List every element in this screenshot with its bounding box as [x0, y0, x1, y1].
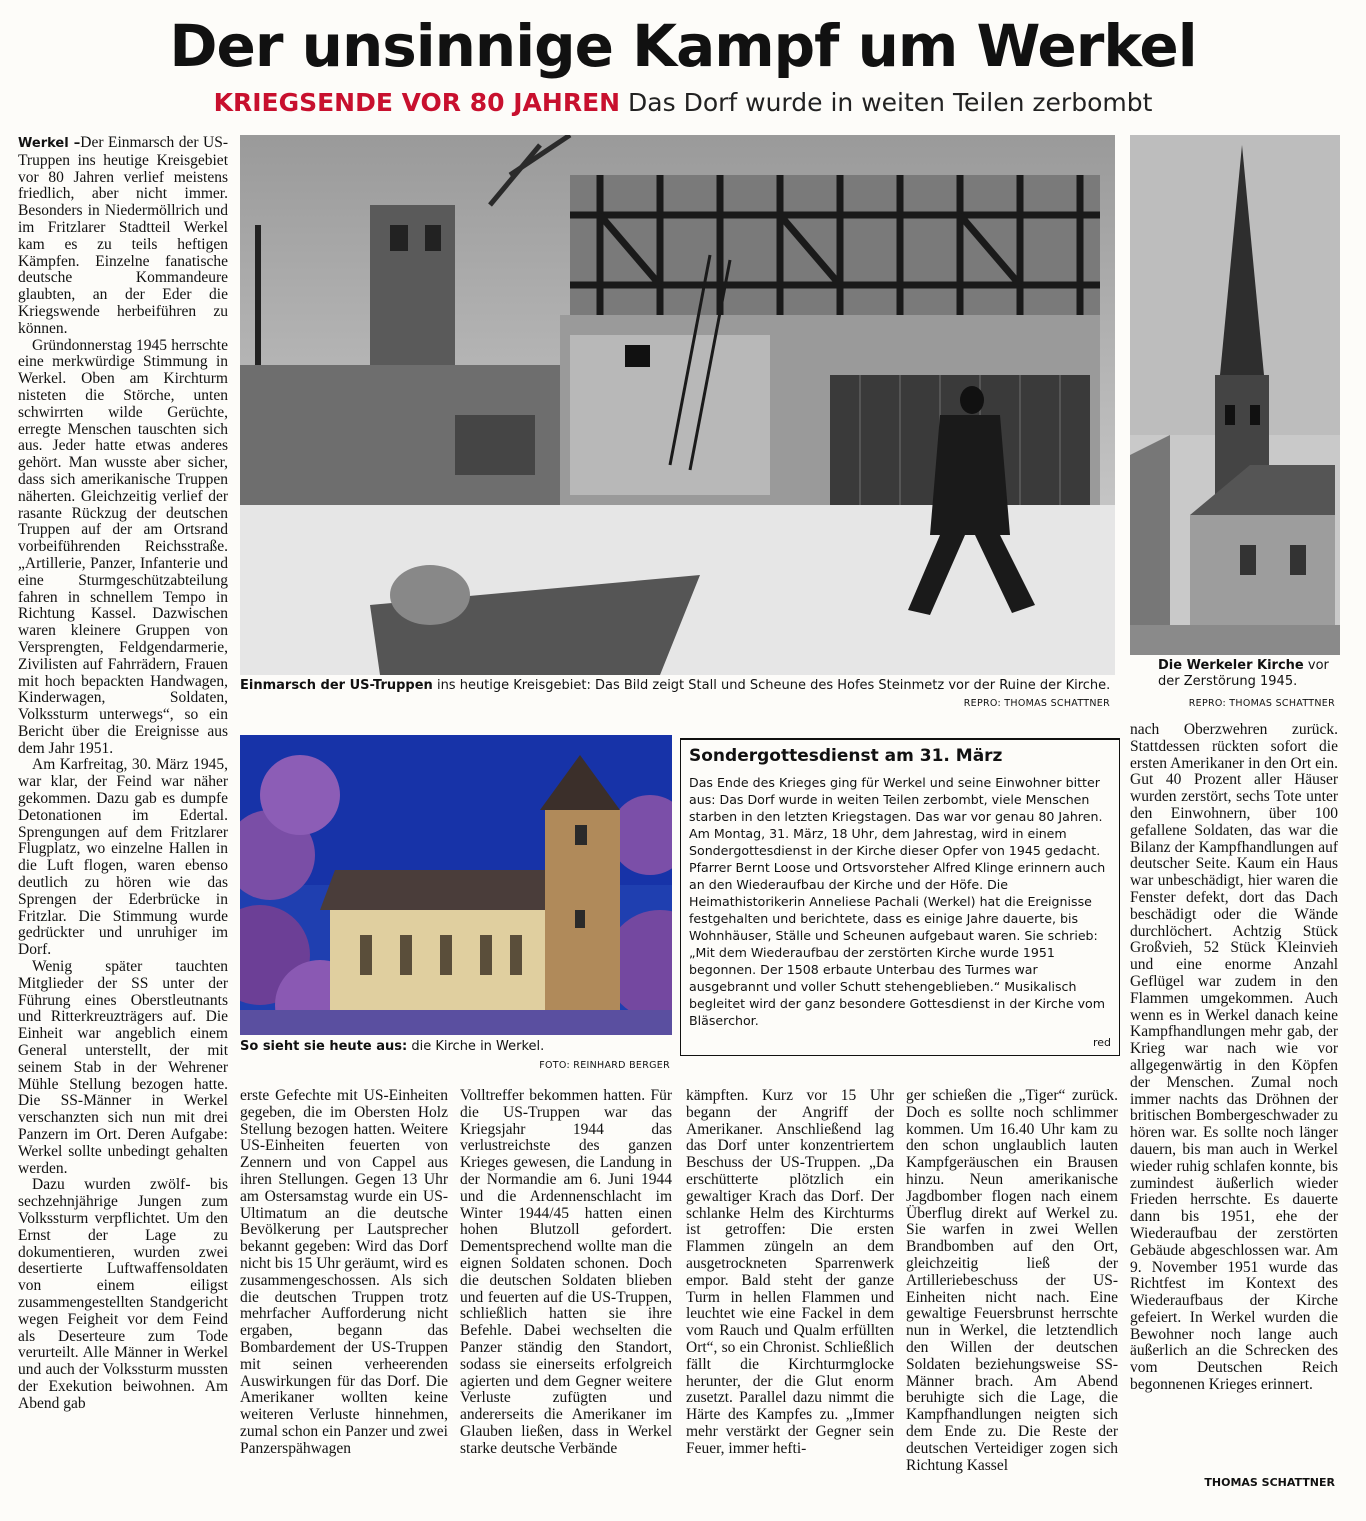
dateline: Werkel – [18, 136, 81, 151]
paragraph: Wenig später tauchten Mitglieder der SS unter der Führung eines Oberstleutnants und Ritterkreuzträgers auf. Die Einheit war angeblich einem General unterstellt, der mit seinem Stab in der Wehrener Mühle Stellung bezogen hatte. Die SS-Männer in Werkel verschanzten sich nun mit drei Panzern im Ort. Deren Aufgabe: Werkel sollte unbedingt gehalten werden. [18, 958, 228, 1177]
article-column-1 [18, 135, 228, 1505]
photo-church-new [240, 735, 672, 1035]
author-signature: THOMAS SCHATTNER [1204, 1476, 1335, 1489]
caption-text: vor der Zerstörung 1945. [1158, 658, 1329, 689]
paragraph: ger schießen die „Tiger“ zurück. Doch es sollte noch schlimmer kommen. Um 16.40 Uhr kam zu den schon unglaublich lauten Kampfgeräuschen ein Brausen hinzu. Neun amerikanische Jagdbomber flogen nach einem Überflug direkt auf Werkel zu. Sie warfen in zwei Wellen Brandbomben auf den Ort, gleichzeitig ließ der Artilleriebeschuss der US-Einheiten nicht nach. Eine gewaltige Feuersbrunst herrschte nun in Werkel, die letztendlich den Willen der deutschen Soldaten beziehungsweise SS-Männer brach. Am Abend beruhigte sich die Lage, die Kampfhandlungen neigten sich dem Ende zu. Die Reste der deutschen Verteidiger zogen sich Richtung Kassel [906, 1088, 1118, 1474]
caption-bold: Die Werkeler Kirche [1158, 658, 1304, 673]
paragraph: Dazu wurden zwölf- bis sechzehnjährige Jungen zum Volkssturm verpflichtet. Um den Ernst der Lage zu dokumentieren, wurden zwei desertierte Luftwaffensoldaten von einem eiligst zusammengestellten Standgericht wegen Feigheit vor dem Feind als Deserteure zum Tode verurteilt. Alle Männer in Werkel und auch der Volkssturm mussten der Exekution beiwohnen. Am Abend gab [18, 1176, 228, 1412]
photo-church-old-credit: REPRO: THOMAS SCHATTNER [1188, 698, 1335, 709]
photo-church-old-caption [1158, 658, 1343, 690]
caption-bold: Einmarsch der US-Truppen [240, 678, 433, 693]
article-column-4 [686, 1088, 894, 1508]
article-column-3 [460, 1088, 672, 1508]
info-box-title: Sondergottesdienst am 31. März [689, 746, 1003, 766]
info-box [680, 738, 1120, 1056]
photo-church-old [1130, 135, 1340, 655]
photo-church-new-credit: FOTO: REINHARD BERGER [539, 1060, 670, 1071]
article-column-5 [906, 1088, 1118, 1508]
paragraph: erste Gefechte mit US-Einheiten gegeben, die im Obersten Holz Stellung bezogen hatten. Weitere US-Einheiten feuerten von Zennern und von Cappel aus ihren Stellungen. Gegen 13 Uhr am Ostersamstag wurde ein US-Ultimatum an die deutsche Bevölkerung per Lautsprecher bekannt gegeben: Wird das Dorf nicht bis 15 Uhr geräumt, wird es zusammengeschossen. Als sich die deutschen Truppen trotz mehrfacher Aufforderung nicht ergaben, begann das Bombardement der US-Truppen mit seinen verheerenden Auswirkungen für das Dorf. Die Amerikaner wollten keine weiteren Verluste hinnehmen, zumal schon ein Panzer und zwei Panzerspähwagen [240, 1088, 448, 1457]
article-column-2 [240, 1088, 448, 1508]
subheadline [0, 88, 1366, 117]
subheadline-text: Das Dorf wurde in weiten Teilen zerbombt [628, 88, 1153, 117]
headline: Der unsinnige Kampf um Werkel [169, 12, 1197, 80]
photo-main [240, 135, 1115, 675]
info-box-sign: red [1092, 1036, 1111, 1049]
paragraph: nach Oberzwehren zurück. Stattdessen rückten sofort die ersten Amerikaner in den Ort ein. Gut 40 Prozent aller Häuser wurden zerstört, sechs Tote unter den Einwohnern, über 100 gefallene Soldaten, das war die Bilanz der Kampfhandlungen auf deutscher Seite. Kaum ein Haus war unbeschädigt, hier waren die Fenster defekt, dort das Dach beschädigt oder die Wände durchlöchert. Achtzig Stück Großvieh, 52 Stück Kleinvieh und eine enorme Anzahl Geflügel war zudem in den Flammen umgekommen. Auch wenn es in Werkel danach keine Kampfhandlungen mehr gab, der Krieg war nach wie vor allgegenwärtig in den Köpfen der Menschen. Zumal noch immer nachts das Dröhnen der britischen Bombergeschwader zu hören war. Es sollte noch länger dauern, bis man auch in Werkel wieder ruhig schlafen konnte, bis zumindest äußerlich wieder Frieden herrschte. Es dauerte dann bis 1951, ehe der Wiederaufbau der zerstörten Gebäude abgeschlossen war. Am 9. November 1951 wurde das Richtfest im Kontext des Wiederaufbaus der Kirche gefeiert. In Werkel wurden die Bewohner noch lange auch äußerlich an die Schrecken des vom Deutschen Reich begonnenen Krieges erinnert. [1130, 722, 1338, 1394]
caption-bold: So sieht sie heute aus: [240, 1039, 408, 1054]
info-box-text: Das Ende des Krieges ging für Werkel und seine Einwohner bitter aus: Das Dorf wurde in weiten Teilen zerbombt, viele Menschen starben in den letzten Kriegstagen. Das war vor genau 80 Jahren. Am Montag, 31. März, 18 Uhr, dem Jahrestag, wird in einem Sondergottesdienst in der Kirche dieser Opfer von 1945 gedacht. Pfarrer Bernt Loose und Ortsvorsteher Alfred Klinge erinnern auch an den Wiederaufbau der Kirche und der Höfe. Die Heimathistorikerin Anneliese Pachali (Werkel) hat die Ereignisse festgehalten und berichtete, dass es einige Jahre dauerte, bis Wohnhäuser, Ställe und Scheunen aufgebaut waren. Sie schrieb: „Mit dem Wiederaufbau der zerstörten Kirche wurde 1951 begonnen. Der 1508 erbaute Unterbau des Turmes war ausgebrannt und voller Schutt stehengeblieben.“ Musikalisch begleitet wird der ganz besondere Gottesdienst in der Kirche vom Bläserchor. [689, 775, 1106, 1028]
paragraph: Volltreffer bekommen hatten. Für die US-Truppen war das Kriegsjahr 1944 das verlustreichste des ganzen Krieges gewesen, die Landung in der Normandie am 6. Juni 1944 und die Ardennenschlacht im Winter 1944/45 hatten einen hohen Blutzoll gefordert. Dementsprechend wollte man die eignen Soldaten schonen. Doch die deutschen Soldaten blieben und feuerten auf die US-Truppen, schließlich hatten sie ihre Befehle. Dabei wechselten die Panzer ständig den Standort, sodass sie einerseits erfolgreich agierten und dem Gegner weitere Verluste zufügten und andererseits die Amerikaner im Glauben ließen, dass in Werkel starke deutsche Verbände [460, 1088, 672, 1457]
paragraph: kämpften. Kurz vor 15 Uhr begann der Angriff der Amerikaner. Anschließend lag das Dorf unter konzentriertem Beschuss der US-Truppen. „Da erschütterte plötzlich ein gewaltiger Krach das Dorf. Der schlanke Helm des Kirchturms ist getroffen: Die ersten Flammen züngeln an dem ausgetrockneten Sparrenwerk empor. Bald steht der ganze Turm in hellen Flammen und leuchtet wie eine Fackel in dem vom Rauch und Qualm erfüllten Ort“, so ein Chronist. Schließlich fällt die Kirchturmglocke herunter, der die Glut enorm zusetzt. Parallel dazu nimmt die Härte des Kampfes zu. „Immer mehr verstärkt der Gegner sein Feuer, immer hefti- [686, 1088, 894, 1457]
photo-church-new-caption [240, 1039, 672, 1055]
paragraph: Gründonnerstag 1945 herrschte eine merkwürdige Stimmung in Werkel. Oben am Kirchturm nisteten die Störche, unten schwirrten wilde Gerüchte, erregte Menschen tauschten sich aus. Jeder hatte etwas anderes gehört. Man wusste aber sicher, dass sich amerikanische Truppen näherten. Gleichzeitig verlief der rasante Rückzug der deutschen Truppen auf der am Ortsrand vorbeiführenden Reichsstraße. „Artillerie, Panzer, Infanterie und eine Sturmgeschützabteilung fahren in schnellem Tempo in Richtung Kassel. Dazwischen waren kleinere Gruppen von Versprengten, Feldgendarmerie, Zivilisten auf Fahrrädern, Frauen mit hoch bepackten Handwagen, Kinderwagen, Soldaten, Volkssturm unterwegs“, so ein Bericht über die Ereignisse aus dem Jahr 1951. [18, 336, 228, 757]
subheadline-kicker: KRIEGSENDE VOR 80 JAHREN [213, 88, 621, 117]
caption-text: die Kirche in Werkel. [411, 1039, 545, 1054]
article-column-6 [1130, 722, 1338, 1470]
photo-main-caption [240, 678, 1120, 694]
photo-main-credit: REPRO: THOMAS SCHATTNER [963, 698, 1110, 709]
caption-text: ins heutige Kreisgebiet: Das Bild zeigt Stall und Scheune des Hofes Steinmetz vor der Ruine der Kirche. [436, 678, 1111, 693]
paragraph: Der Einmarsch der US-Truppen ins heutige Kreisgebiet vor 80 Jahren verlief meistens friedlich, aber nicht immer. Besonders in Niedermöllrich und im Fritzlarer Stadtteil Werkel kam es zu teils heftigen Kämpfen. Einzelne fanatische deutsche Kommandeure glaubten, an der Eder die Kriegswende herbeiführen zu können. [18, 135, 228, 337]
paragraph: Am Karfreitag, 30. März 1945, war klar, der Feind war näher gekommen. Dazu gab es dumpfe Detonationen im Edertal. Sprengungen auf dem Fritzlarer Flugplatz, wo einzelne Hallen in die Luft flogen, waren ebenso deutlich zu hören wie das Sprengen der Ederbrücke in Fritzlar. Die Stimmung wurde gedrückter und unruhiger im Dorf. [18, 756, 228, 959]
